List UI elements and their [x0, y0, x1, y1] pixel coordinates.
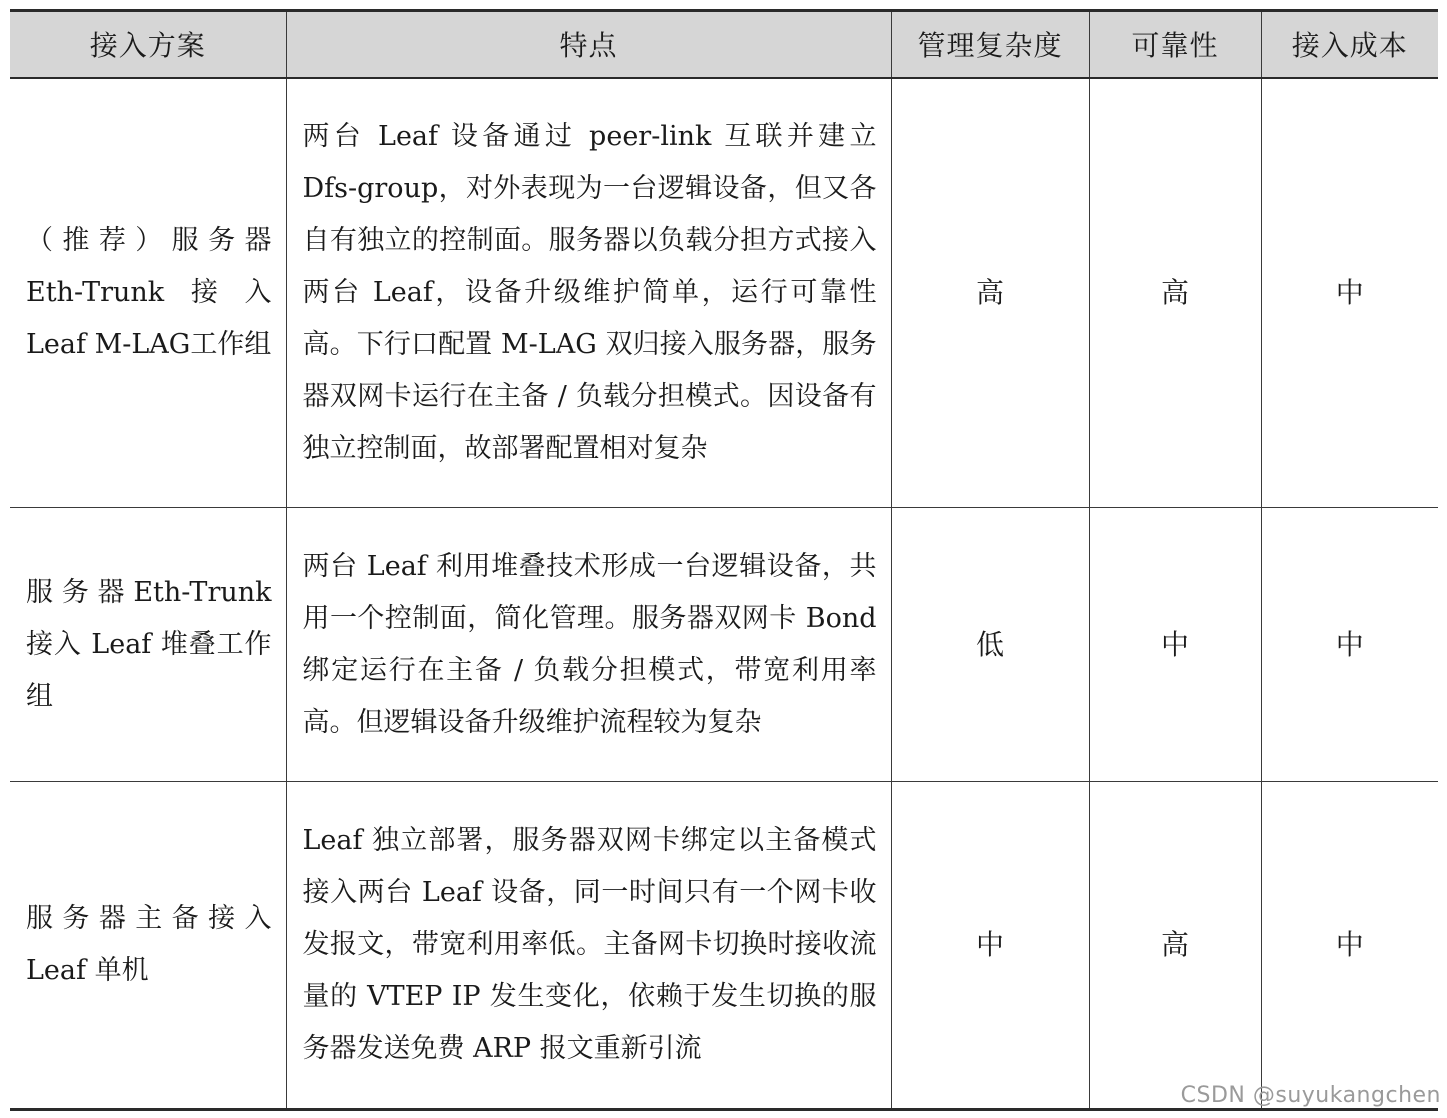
header-complexity: 管理复杂度: [891, 11, 1089, 78]
comparison-table: [10, 9, 1438, 1111]
scheme-cell: 服务器Eth-Trunk接入 Leaf 堆叠工作组: [10, 508, 286, 782]
header-cost: 接入成本: [1261, 11, 1438, 78]
complexity-cell: 高: [891, 78, 1089, 508]
scheme-cell: （推荐）服务器Eth-Trunk接入Leaf M-LAG工作组: [10, 78, 286, 508]
features-cell: 两台 Leaf 设备通过 peer-link 互联并建立 Dfs-group，对外表现为一台逻辑设备，但又各自有独立的控制面。服务器以负载分担方式接入两台 Leaf，设备升级维护简单，运行可靠性高。下行口配置 M-LAG 双归接入服务器，服务器双网卡运行在主备 / 负载分担模式。因设备有独立控制面，故部署配置相对复杂: [286, 78, 891, 508]
cost-cell: 中: [1261, 78, 1438, 508]
features-cell: 两台 Leaf 利用堆叠技术形成一台逻辑设备，共用一个控制面，简化管理。服务器双网卡 Bond 绑定运行在主备 / 负载分担模式，带宽利用率高。但逻辑设备升级维护流程较为复杂: [286, 508, 891, 782]
complexity-cell: 低: [891, 508, 1089, 782]
table-row: [10, 508, 1438, 782]
watermark: CSDN @suyukangchen: [1180, 1083, 1441, 1108]
cost-cell: 中: [1261, 782, 1438, 1110]
scheme-cell: 服务器主备接入 Leaf 单机: [10, 782, 286, 1110]
header-features: 特点: [286, 11, 891, 78]
reliability-cell: 高: [1089, 78, 1261, 508]
header-row: [10, 11, 1438, 78]
features-cell: Leaf 独立部署，服务器双网卡绑定以主备模式接入两台 Leaf 设备，同一时间只有一个网卡收发报文，带宽利用率低。主备网卡切换时接收流量的 VTEP IP 发生变化，依赖于发生切换的服务器发送免费 ARP 报文重新引流: [286, 782, 891, 1110]
complexity-cell: 中: [891, 782, 1089, 1110]
cost-cell: 中: [1261, 508, 1438, 782]
header-scheme: 接入方案: [10, 11, 286, 78]
header-reliability: 可靠性: [1089, 11, 1261, 78]
table-row: [10, 78, 1438, 508]
reliability-cell: 中: [1089, 508, 1261, 782]
reliability-cell: 高: [1089, 782, 1261, 1110]
table-row: [10, 782, 1438, 1110]
